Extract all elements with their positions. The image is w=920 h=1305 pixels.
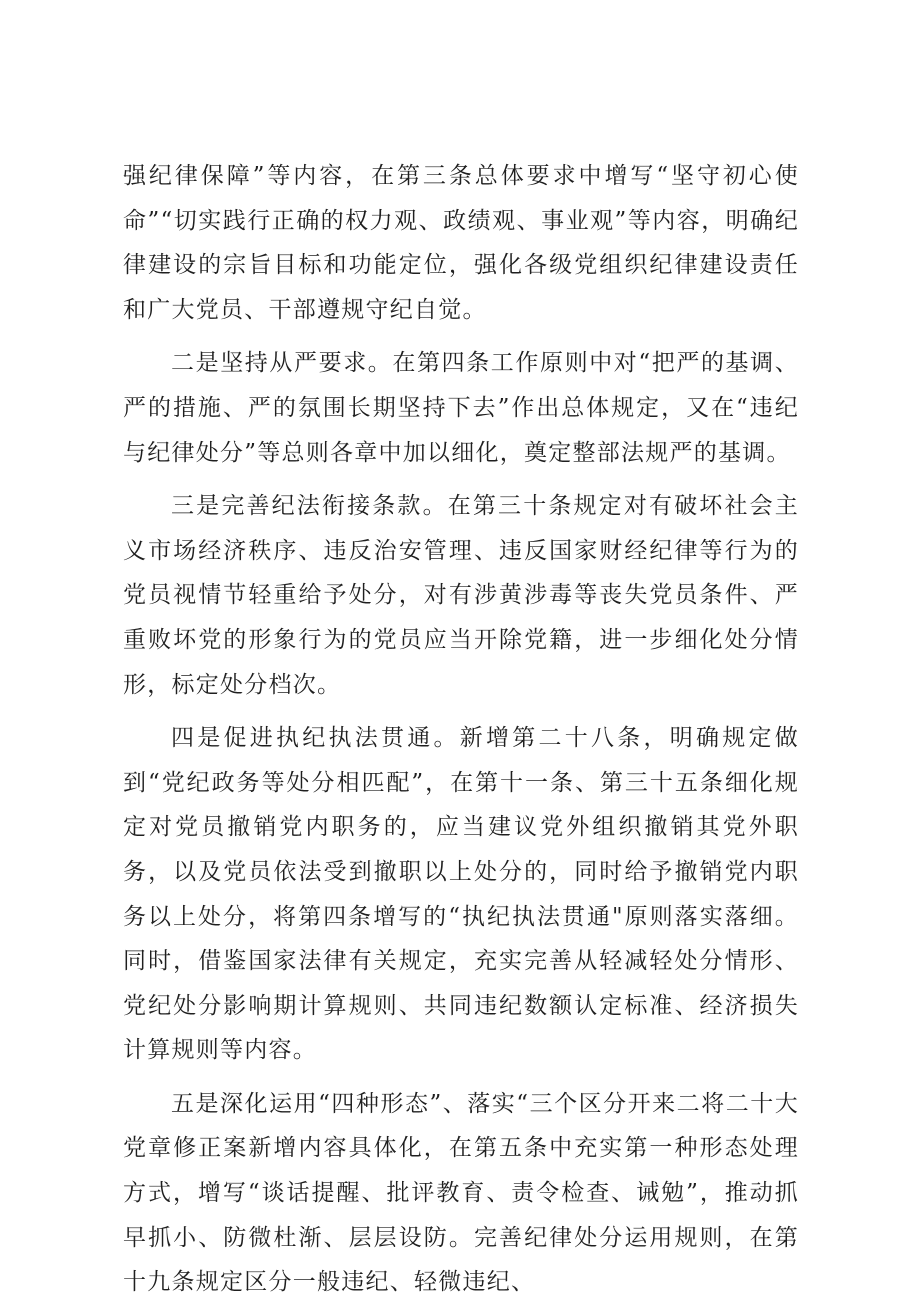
document-body bbox=[123, 154, 799, 1305]
paragraph-5: 五是深化运用“四种形态”、落实“三个区分开来二将二十大党章修正案新增内容具体化，在第五条中充实第一种形态处理方式，增写“谈话提醒、批评教育、责令检查、诫勉”，推动抓早抓小、防微杜渐、层层设防。完善纪律处分运用规则，在第十九条规定区分一般违纪、轻微违纪、 bbox=[123, 1090, 799, 1296]
paragraph-1: 强纪律保障”等内容，在第三条总体要求中增写“坚守初心使命”“切实践行正确的权力观、政绩观、事业观”等内容，明确纪律建设的宗旨目标和功能定位，强化各级党组织纪律建设责任和广大党员、干部遵规守纪自觉。 bbox=[123, 163, 799, 323]
paragraph-3: 三是完善纪法衔接条款。在第三十条规定对有破坏社会主义市场经济秩序、违反治安管理、违反国家财经纪律等行为的党员视情节轻重给予处分，对有涉黄涉毒等丧失党员条件、严重败坏党的形象行为的党员应当开除党籍，进一步细化处分情形，标定处分档次。 bbox=[123, 493, 799, 698]
paragraph-2: 二是坚持从严要求。在第四条工作原则中对“把严的基调、严的措施、严的氛围长期坚持下去”作出总体规定，又在“违纪与纪律处分”等总则各章中加以细化，奠定整部法规严的基调。 bbox=[123, 350, 799, 466]
paragraph-4: 四是促进执纪执法贯通。新增第二十八条，明确规定做到“党纪政务等处分相匹配”，在第十一条、第三十五条细化规定对党员撤销党内职务的，应当建议党外组织撤销其党外职务，以及党员依法受到撤职以上处分的，同时给予撤销党内职务以上处分，将第四条增写的“执纪执法贯通"原则落实落细。同时，借鉴国家法律有关规定，充实完善从轻减轻处分情形、党纪处分影响期计算规则、共同违纪数额认定标准、经济损失计算规则等内容。 bbox=[123, 725, 799, 1064]
